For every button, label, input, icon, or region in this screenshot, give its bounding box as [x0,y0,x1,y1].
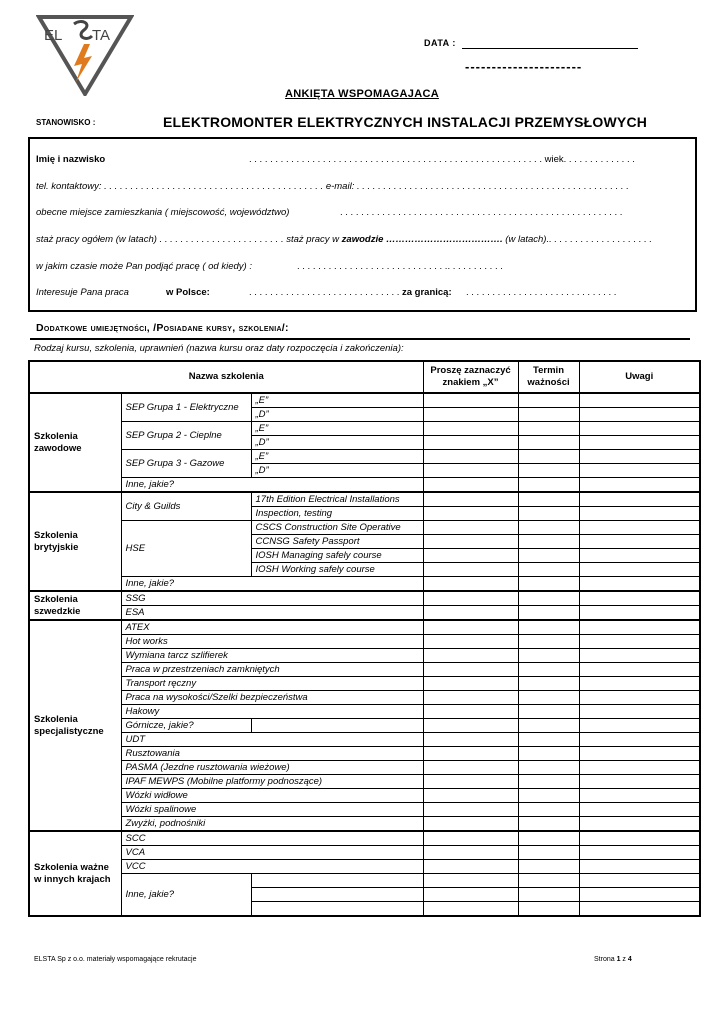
header-term: Termin ważności [518,361,579,393]
mark-cell[interactable] [423,577,518,592]
term-cell[interactable] [518,649,579,663]
residence-row[interactable] [36,207,623,218]
mark-cell[interactable] [423,649,518,663]
other-detail-cell[interactable] [251,888,423,902]
spec-item: Wózki widłowe [121,789,423,803]
notes-cell[interactable] [579,577,700,592]
footer-page-sep: z [620,956,628,963]
term-cell[interactable] [518,620,579,635]
table-row [29,775,700,789]
term-cell[interactable] [518,521,579,535]
notes-cell[interactable] [579,393,700,408]
header-mark: Proszę zaznaczyć znakiem „X” [423,361,518,393]
table-row [29,705,700,719]
term-cell[interactable] [518,846,579,860]
term-cell[interactable] [518,591,579,606]
mark-cell[interactable] [423,902,518,917]
sep3-label: SEP Grupa 3 - Gazowe [121,450,251,478]
term-cell[interactable] [518,635,579,649]
table-row [29,789,700,803]
table-row [29,422,700,436]
hse-course-4: IOSH Working safely course [251,563,423,577]
notes-cell[interactable] [579,789,700,803]
abroad-dots: . . . . . . . . . . . . . . . . . . . . . . . . . . . . . [466,287,617,298]
svg-text:TA: TA [92,27,111,44]
table-row [29,874,700,888]
city-guilds-label: City & Guilds [121,492,251,521]
other-country-item: SCC [121,831,423,846]
mark-cell[interactable] [423,563,518,577]
notes-cell[interactable] [579,649,700,663]
start-label: w jakim czasie może Pan podjąć pracę ( od kiedy) : [36,261,252,272]
notes-cell[interactable] [579,803,700,817]
interest-label: Interesuje Pana praca [36,287,129,298]
notes-cell[interactable] [579,677,700,691]
phone-row[interactable] [36,181,629,192]
mark-cell[interactable] [423,478,518,493]
footer-current-page: 1 [616,956,621,963]
table-row [29,606,700,621]
notes-cell[interactable] [579,549,700,563]
other-country-item: VCA [121,846,423,860]
spec-item: Hot works [121,635,423,649]
mark-cell[interactable] [423,507,518,521]
section-divider [30,338,690,340]
name-label: Imię i nazwisko [36,154,106,165]
training-table [28,360,701,917]
category-szwedzkie: Szkolenia szwedzkie [29,591,121,620]
mark-cell[interactable] [423,803,518,817]
start-row[interactable] [36,261,503,272]
term-cell[interactable] [518,478,579,493]
experience-part-b: zawodzie ………………………………. [341,234,503,245]
notes-cell[interactable] [579,902,700,917]
residence-dots: . . . . . . . . . . . . . . . . . . . . . . . . . . . . . . . . . . . . . . . . . . . . . . . . . . . . . . [340,207,623,218]
term-cell[interactable] [518,436,579,450]
table-row [29,591,700,606]
mark-cell[interactable] [423,620,518,635]
other-detail-cell[interactable] [251,902,423,917]
mark-cell[interactable] [423,705,518,719]
term-cell[interactable] [518,902,579,917]
mark-cell[interactable] [423,719,518,733]
name-row[interactable] [36,154,635,165]
mark-cell[interactable] [423,663,518,677]
spec-item: UDT [121,733,423,747]
term-cell[interactable] [518,393,579,408]
table-row [29,635,700,649]
notes-cell[interactable] [579,747,700,761]
table-row [29,817,700,832]
notes-cell[interactable] [579,888,700,902]
table-row [29,677,700,691]
term-cell[interactable] [518,563,579,577]
table-row [29,620,700,635]
term-cell[interactable] [518,577,579,592]
mark-cell[interactable] [423,733,518,747]
table-row [29,803,700,817]
section-subheading: Rodzaj kursu, szkolenia, uprawnień (nazwa kursu oraz daty rozpoczęcia i zakończenia): [34,343,404,354]
name-dots: . . . . . . . . . . . . . . . . . . . . . . . . . . . . . . . . . . . . . . . . . . . . . . . . . . . . . . . . wiek. . . . . . . . . . . . . . [249,154,635,165]
term-cell[interactable] [518,775,579,789]
notes-cell[interactable] [579,620,700,635]
term-cell[interactable] [518,492,579,507]
date-label: DATA : [424,38,456,48]
cg-course-2: Inspection, testing [251,507,423,521]
notes-cell[interactable] [579,591,700,606]
notes-cell[interactable] [579,761,700,775]
term-cell[interactable] [518,549,579,563]
mark-cell[interactable] [423,747,518,761]
phone-email-line: tel. kontaktowy: . . . . . . . . . . . . . . . . . . . . . . . . . . . . . . . . . . . . . . . . . . e-mail: . . . . . . . . . . . . . . . . . . . . . . . . . . . . . . . . . . . . . . . . . . . . . . . . . . . . [36,181,629,192]
term-cell[interactable] [518,747,579,761]
table-row [29,831,700,846]
category-specjalistyczne: Szkolenia specjalistyczne [29,620,121,831]
term-cell[interactable] [518,691,579,705]
category-brytyjskie: Szkolenia brytyjskie [29,492,121,591]
term-cell[interactable] [518,719,579,733]
term-cell[interactable] [518,789,579,803]
notes-cell[interactable] [579,691,700,705]
table-row [29,478,700,493]
term-cell[interactable] [518,705,579,719]
start-dots: . . . . . . . . . . . . . . . . . . . . . . . . . . . . .. . . . . . . . . . . [297,261,503,272]
notes-cell[interactable] [579,817,700,832]
table-row [29,577,700,592]
term-cell[interactable] [518,677,579,691]
notes-cell[interactable] [579,464,700,478]
mark-cell[interactable] [423,691,518,705]
hse-label: HSE [121,521,251,577]
inne-kraje-other: Inne, jakie? [121,874,251,917]
training-table-wrap [28,360,699,917]
mark-cell[interactable] [423,831,518,846]
mark-cell[interactable] [423,874,518,888]
poland-dots: . . . . . . . . . . . . . . . . . . . . . . . . . . . . . [249,287,400,298]
mark-cell[interactable] [423,775,518,789]
mark-cell[interactable] [423,436,518,450]
footer-page-number [594,956,632,963]
term-cell[interactable] [518,450,579,464]
interest-row[interactable] [36,287,686,298]
header-notes: Uwagi [579,361,700,393]
experience-part-a: staż pracy ogółem (w latach) . . . . . . . . . . . . . . . . . . . . . . . . staż pracy w [36,234,342,245]
table-row [29,719,700,733]
notes-cell[interactable] [579,733,700,747]
spec-item: PASMA (Jezdne rusztowania wieżowe) [121,761,423,775]
section-heading: Dodatkowe umiejętności, /Posiadane kursy, szkolenia/: [36,322,289,334]
spec-item: Transport ręczny [121,677,423,691]
mark-cell[interactable] [423,789,518,803]
mark-cell[interactable] [423,606,518,621]
notes-cell[interactable] [579,860,700,874]
mark-cell[interactable] [423,408,518,422]
residence-label: obecne miejsce zamieszkania ( miejscowość, województwo) [36,207,290,218]
term-cell[interactable] [518,831,579,846]
spec-item: ATEX [121,620,423,635]
sep3-d: „D” [251,464,423,478]
sep2-e: „E” [251,422,423,436]
notes-cell[interactable] [579,478,700,493]
spec-item: Wymiana tarcz szlifierek [121,649,423,663]
footer-page-prefix: Strona [594,956,617,963]
mark-cell[interactable] [423,860,518,874]
abroad-label: za granicą: [402,287,452,298]
notes-cell[interactable] [579,719,700,733]
table-row [29,747,700,761]
sep2-label: SEP Grupa 2 - Cieplne [121,422,251,450]
notes-cell[interactable] [579,606,700,621]
term-cell[interactable] [518,507,579,521]
hse-course-1: CSCS Construction Site Operative [251,521,423,535]
notes-cell[interactable] [579,436,700,450]
table-row [29,691,700,705]
term-cell[interactable] [518,803,579,817]
svg-text:EL: EL [44,27,63,44]
hse-course-2: CCNSG Safety Passport [251,535,423,549]
sep2-d: „D” [251,436,423,450]
footer-total-pages: 4 [627,956,632,963]
category-inne-kraje: Szkolenia ważne w innych krajach [29,831,121,916]
mark-cell[interactable] [423,761,518,775]
notes-cell[interactable] [579,492,700,507]
mark-cell[interactable] [423,393,518,408]
table-row [29,492,700,507]
sep1-label: SEP Grupa 1 - Elektryczne [121,393,251,422]
spec-item: IPAF MEWPS (Mobilne platformy podnoszące) [121,775,423,789]
other-detail-cell[interactable] [251,874,423,888]
hse-course-3: IOSH Managing safely course [251,549,423,563]
spec-item: Zwyżki, podnośniki [121,817,423,832]
notes-cell[interactable] [579,450,700,464]
footer-company: ELSTA Sp z o.o. materiały wspomagające rekrutacje [34,956,197,963]
term-cell[interactable] [518,422,579,436]
category-zawodowe: Szkolenia zawodowe [29,393,121,492]
table-row [29,733,700,747]
esa-label: ESA [121,606,423,621]
sep1-d: „D” [251,408,423,422]
mark-cell[interactable] [423,450,518,464]
zawodowe-other: Inne, jakie? [121,478,423,493]
ssg-label: SSG [121,591,423,606]
spec-item: Wózki spalinowe [121,803,423,817]
notes-cell[interactable] [579,846,700,860]
notes-cell[interactable] [579,705,700,719]
notes-cell[interactable] [579,422,700,436]
personal-info-box [28,137,697,312]
date-dashes: ---------------------- [465,59,583,74]
mining-detail-cell[interactable] [251,719,423,733]
term-cell[interactable] [518,761,579,775]
cg-course-1: 17th Edition Electrical Installations [251,492,423,507]
notes-cell[interactable] [579,408,700,422]
notes-cell[interactable] [579,521,700,535]
poland-label: w Polsce: [166,287,210,298]
mark-cell[interactable] [423,492,518,507]
notes-cell[interactable] [579,563,700,577]
sep3-e: „E” [251,450,423,464]
survey-title: ANKIĘTA WSPOMAGAJACA [285,88,439,100]
elsta-logo [36,14,134,96]
notes-cell[interactable] [579,663,700,677]
table-row [29,860,700,874]
term-cell[interactable] [518,860,579,874]
brytyjskie-other: Inne, jakie? [121,577,423,592]
term-cell[interactable] [518,464,579,478]
term-cell[interactable] [518,535,579,549]
position-label: STANOWISKO : [36,118,96,127]
term-cell[interactable] [518,408,579,422]
spec-item: Praca w przestrzeniach zamkniętych [121,663,423,677]
notes-cell[interactable] [579,535,700,549]
notes-cell[interactable] [579,874,700,888]
mark-cell[interactable] [423,817,518,832]
mark-cell[interactable] [423,464,518,478]
mark-cell[interactable] [423,888,518,902]
table-row [29,846,700,860]
notes-cell[interactable] [579,507,700,521]
mark-cell[interactable] [423,535,518,549]
table-row [29,450,700,464]
date-field[interactable] [462,48,638,49]
notes-cell[interactable] [579,775,700,789]
notes-cell[interactable] [579,635,700,649]
mark-cell[interactable] [423,521,518,535]
spec-item: Rusztowania [121,747,423,761]
term-cell[interactable] [518,817,579,832]
table-row [29,393,700,408]
table-row [29,649,700,663]
header-name: Nazwa szkolenia [29,361,423,393]
mark-cell[interactable] [423,846,518,860]
mark-cell[interactable] [423,549,518,563]
sep1-e: „E” [251,393,423,408]
table-row [29,521,700,535]
term-cell[interactable] [518,606,579,621]
mark-cell[interactable] [423,677,518,691]
table-row [29,761,700,775]
spec-item: Górnicze, jakie? [121,719,251,733]
notes-cell[interactable] [579,831,700,846]
position-value: ELEKTROMONTER ELEKTRYCZNYCH INSTALACJI PRZEMYSŁOWYCH [163,114,648,130]
spec-item: Hakowy [121,705,423,719]
term-cell[interactable] [518,874,579,888]
term-cell[interactable] [518,888,579,902]
term-cell[interactable] [518,663,579,677]
table-header-row [29,361,700,393]
other-country-item: VCC [121,860,423,874]
table-row [29,663,700,677]
spec-item: Praca na wysokości/Szelki bezpieczeństwa [121,691,423,705]
term-cell[interactable] [518,733,579,747]
mark-cell[interactable] [423,422,518,436]
experience-row[interactable] [36,234,652,245]
mark-cell[interactable] [423,591,518,606]
experience-part-c: (w latach).. . . . . . . . . . . . . . . . . . . . [502,234,653,245]
mark-cell[interactable] [423,635,518,649]
